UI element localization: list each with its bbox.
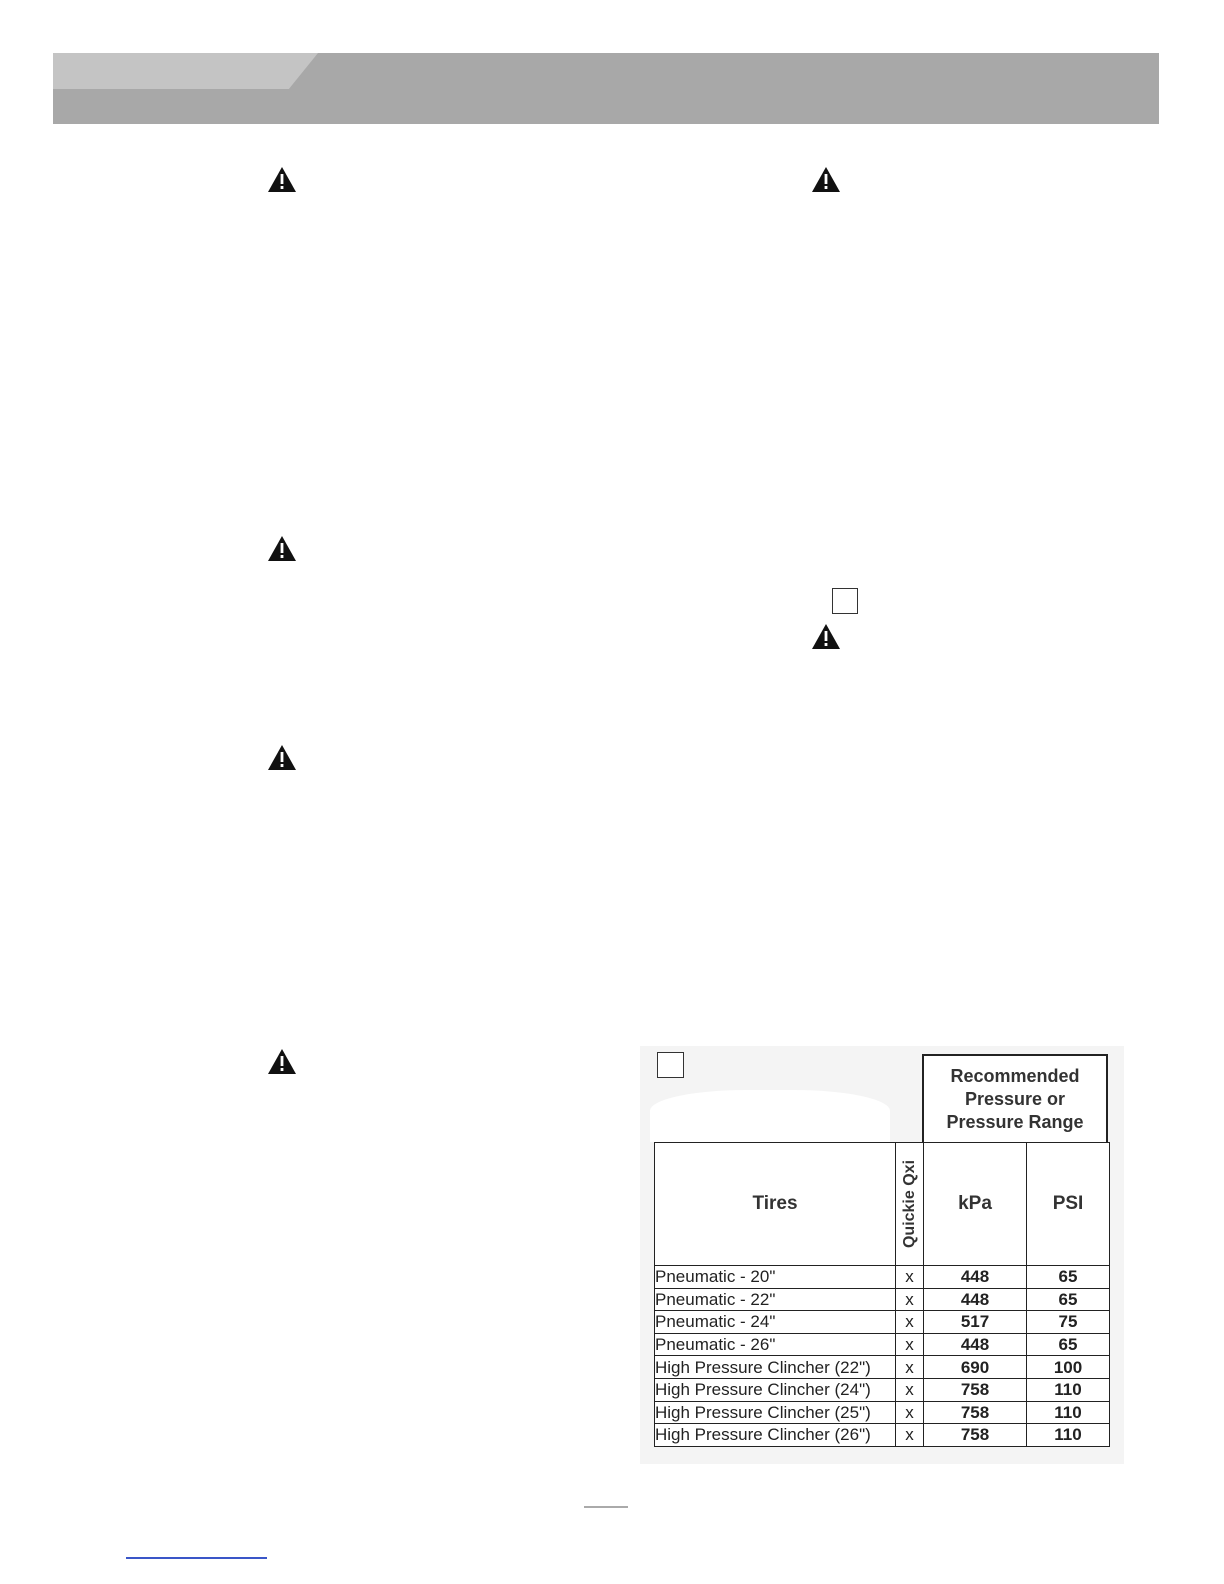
pressure-header: Recommended Pressure or Pressure Range: [922, 1054, 1108, 1142]
kpa-value: 448: [924, 1288, 1027, 1311]
qxi-mark: x: [896, 1288, 924, 1311]
page-number-rule: [584, 1506, 628, 1508]
table-row: [655, 1333, 1110, 1356]
table-row: [655, 1424, 1110, 1447]
table-row: [655, 1288, 1110, 1311]
psi-value: 110: [1027, 1401, 1110, 1424]
qxi-mark: x: [896, 1378, 924, 1401]
warning-triangle-icon: [267, 744, 297, 771]
figure-label-box: [832, 588, 858, 614]
column-header-tires: Tires: [655, 1143, 896, 1266]
qxi-mark: x: [896, 1401, 924, 1424]
column-header-psi: PSI: [1027, 1143, 1110, 1266]
table-row: [655, 1311, 1110, 1334]
kpa-value: 758: [924, 1424, 1027, 1447]
tire-name: High Pressure Clincher (22"): [655, 1356, 896, 1379]
kpa-value: 690: [924, 1356, 1027, 1379]
table-row: [655, 1401, 1110, 1424]
kpa-value: 448: [924, 1266, 1027, 1289]
warning-triangle-icon: [811, 166, 841, 193]
tire-name: Pneumatic - 20": [655, 1266, 896, 1289]
kpa-value: 758: [924, 1401, 1027, 1424]
warning-triangle-icon: [267, 535, 297, 562]
qxi-mark: x: [896, 1333, 924, 1356]
footer-link-underline[interactable]: [126, 1557, 267, 1559]
qxi-mark: x: [896, 1266, 924, 1289]
tire-name: Pneumatic - 26": [655, 1333, 896, 1356]
qxi-mark: x: [896, 1311, 924, 1334]
kpa-value: 758: [924, 1378, 1027, 1401]
psi-value: 100: [1027, 1356, 1110, 1379]
column-header-quickie-qxi: Quickie Qxi: [896, 1143, 924, 1266]
kpa-value: 517: [924, 1311, 1027, 1334]
tire-name: High Pressure Clincher (24"): [655, 1378, 896, 1401]
psi-value: 65: [1027, 1288, 1110, 1311]
column-header-kpa: kPa: [924, 1143, 1027, 1266]
table-row: [655, 1266, 1110, 1289]
warning-triangle-icon: [267, 1048, 297, 1075]
tire-name: Pneumatic - 24": [655, 1311, 896, 1334]
kpa-value: 448: [924, 1333, 1027, 1356]
header-banner-tab: [53, 53, 318, 89]
table-header-row: [655, 1143, 1110, 1266]
psi-value: 65: [1027, 1333, 1110, 1356]
psi-value: 75: [1027, 1311, 1110, 1334]
warning-triangle-icon: [811, 623, 841, 650]
figure-background: [650, 1090, 890, 1142]
qxi-mark: x: [896, 1356, 924, 1379]
tire-name: High Pressure Clincher (26"): [655, 1424, 896, 1447]
table-row: [655, 1356, 1110, 1379]
psi-value: 65: [1027, 1266, 1110, 1289]
figure-label-box: [657, 1052, 684, 1078]
warning-triangle-icon: [267, 166, 297, 193]
tire-name: Pneumatic - 22": [655, 1288, 896, 1311]
psi-value: 110: [1027, 1378, 1110, 1401]
table-row: [655, 1378, 1110, 1401]
psi-value: 110: [1027, 1424, 1110, 1447]
qxi-mark: x: [896, 1424, 924, 1447]
tire-pressure-table: [654, 1142, 1110, 1447]
tire-name: High Pressure Clincher (25"): [655, 1401, 896, 1424]
